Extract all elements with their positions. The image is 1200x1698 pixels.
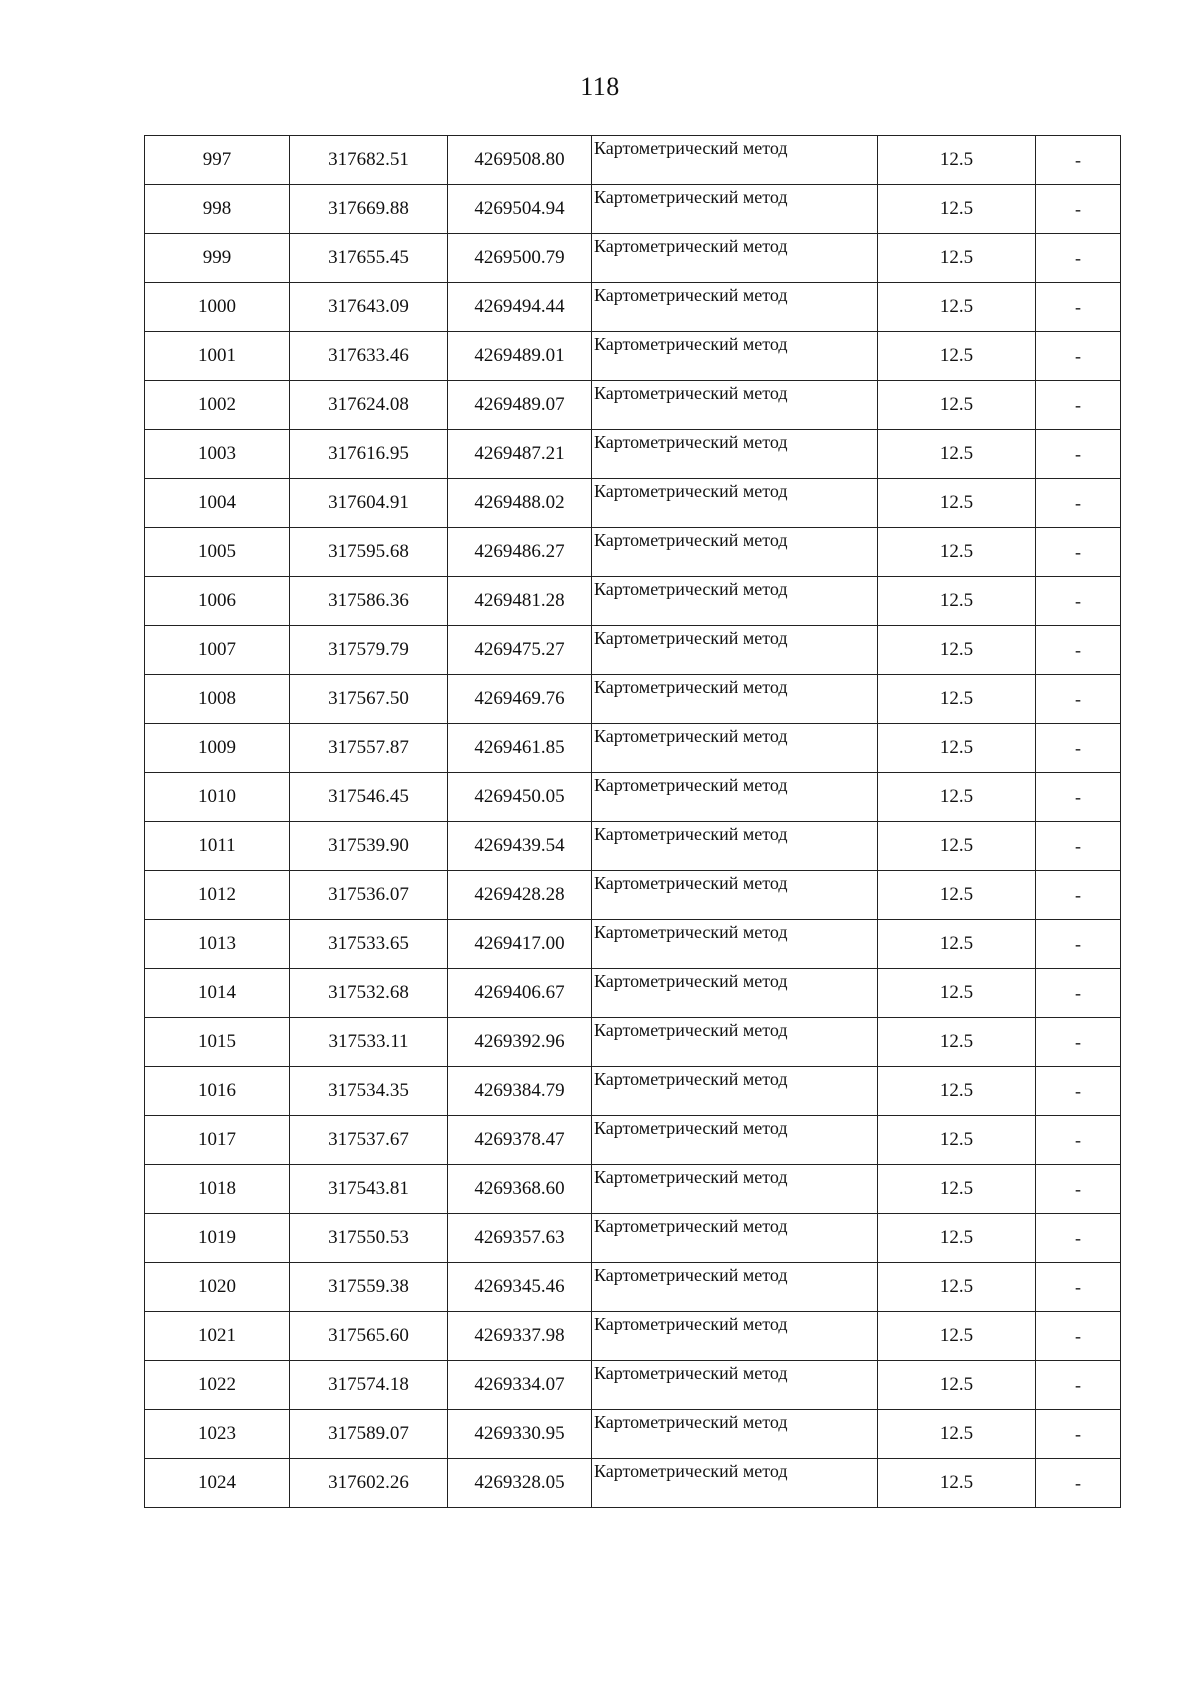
method-cell: Картометрический метод <box>592 724 878 773</box>
table-row <box>145 185 1121 234</box>
table-row <box>145 1116 1121 1165</box>
table-row <box>145 1459 1121 1508</box>
note-cell: - <box>1036 528 1121 577</box>
method-cell: Картометрический метод <box>592 136 878 185</box>
point-number-cell: 1015 <box>145 1018 290 1067</box>
accuracy-cell: 12.5 <box>878 822 1036 871</box>
x-coordinate-cell: 317616.95 <box>290 430 448 479</box>
accuracy-cell: 12.5 <box>878 381 1036 430</box>
accuracy-cell: 12.5 <box>878 1067 1036 1116</box>
accuracy-cell: 12.5 <box>878 430 1036 479</box>
x-coordinate-cell: 317532.68 <box>290 969 448 1018</box>
y-coordinate-cell: 4269508.80 <box>448 136 592 185</box>
accuracy-cell: 12.5 <box>878 332 1036 381</box>
method-cell: Картометрический метод <box>592 920 878 969</box>
x-coordinate-cell: 317534.35 <box>290 1067 448 1116</box>
table-row <box>145 234 1121 283</box>
point-number-cell: 1020 <box>145 1263 290 1312</box>
table-row <box>145 1214 1121 1263</box>
point-number-cell: 1009 <box>145 724 290 773</box>
point-number-cell: 1021 <box>145 1312 290 1361</box>
note-cell: - <box>1036 822 1121 871</box>
point-number-cell: 998 <box>145 185 290 234</box>
method-cell: Картометрический метод <box>592 1361 878 1410</box>
note-cell: - <box>1036 1214 1121 1263</box>
x-coordinate-cell: 317550.53 <box>290 1214 448 1263</box>
note-cell: - <box>1036 1018 1121 1067</box>
method-cell: Картометрический метод <box>592 822 878 871</box>
x-coordinate-cell: 317669.88 <box>290 185 448 234</box>
point-number-cell: 1002 <box>145 381 290 430</box>
x-coordinate-cell: 317537.67 <box>290 1116 448 1165</box>
note-cell: - <box>1036 1165 1121 1214</box>
table-row <box>145 283 1121 332</box>
method-cell: Картометрический метод <box>592 1263 878 1312</box>
point-number-cell: 1013 <box>145 920 290 969</box>
point-number-cell: 1011 <box>145 822 290 871</box>
accuracy-cell: 12.5 <box>878 479 1036 528</box>
note-cell: - <box>1036 1459 1121 1508</box>
point-number-cell: 1019 <box>145 1214 290 1263</box>
x-coordinate-cell: 317589.07 <box>290 1410 448 1459</box>
note-cell: - <box>1036 675 1121 724</box>
point-number-cell: 1014 <box>145 969 290 1018</box>
method-cell: Картометрический метод <box>592 1410 878 1459</box>
point-number-cell: 1022 <box>145 1361 290 1410</box>
point-number-cell: 1024 <box>145 1459 290 1508</box>
accuracy-cell: 12.5 <box>878 1116 1036 1165</box>
method-cell: Картометрический метод <box>592 626 878 675</box>
method-cell: Картометрический метод <box>592 1312 878 1361</box>
note-cell: - <box>1036 626 1121 675</box>
table-row <box>145 577 1121 626</box>
table-row <box>145 822 1121 871</box>
table-row <box>145 920 1121 969</box>
note-cell: - <box>1036 479 1121 528</box>
accuracy-cell: 12.5 <box>878 675 1036 724</box>
accuracy-cell: 12.5 <box>878 1018 1036 1067</box>
table-row <box>145 675 1121 724</box>
table-row <box>145 969 1121 1018</box>
point-number-cell: 1008 <box>145 675 290 724</box>
y-coordinate-cell: 4269450.05 <box>448 773 592 822</box>
y-coordinate-cell: 4269357.63 <box>448 1214 592 1263</box>
x-coordinate-cell: 317633.46 <box>290 332 448 381</box>
y-coordinate-cell: 4269368.60 <box>448 1165 592 1214</box>
y-coordinate-cell: 4269378.47 <box>448 1116 592 1165</box>
y-coordinate-cell: 4269384.79 <box>448 1067 592 1116</box>
y-coordinate-cell: 4269428.28 <box>448 871 592 920</box>
accuracy-cell: 12.5 <box>878 185 1036 234</box>
x-coordinate-cell: 317536.07 <box>290 871 448 920</box>
y-coordinate-cell: 4269337.98 <box>448 1312 592 1361</box>
y-coordinate-cell: 4269392.96 <box>448 1018 592 1067</box>
note-cell: - <box>1036 871 1121 920</box>
accuracy-cell: 12.5 <box>878 1361 1036 1410</box>
accuracy-cell: 12.5 <box>878 136 1036 185</box>
table-row <box>145 773 1121 822</box>
y-coordinate-cell: 4269494.44 <box>448 283 592 332</box>
y-coordinate-cell: 4269334.07 <box>448 1361 592 1410</box>
x-coordinate-cell: 317655.45 <box>290 234 448 283</box>
table-row <box>145 626 1121 675</box>
x-coordinate-cell: 317604.91 <box>290 479 448 528</box>
method-cell: Картометрический метод <box>592 479 878 528</box>
method-cell: Картометрический метод <box>592 332 878 381</box>
table-row <box>145 1165 1121 1214</box>
note-cell: - <box>1036 1263 1121 1312</box>
y-coordinate-cell: 4269481.28 <box>448 577 592 626</box>
method-cell: Картометрический метод <box>592 871 878 920</box>
note-cell: - <box>1036 1361 1121 1410</box>
x-coordinate-cell: 317557.87 <box>290 724 448 773</box>
table-row <box>145 1067 1121 1116</box>
note-cell: - <box>1036 136 1121 185</box>
x-coordinate-cell: 317565.60 <box>290 1312 448 1361</box>
note-cell: - <box>1036 1067 1121 1116</box>
table-row <box>145 381 1121 430</box>
accuracy-cell: 12.5 <box>878 1165 1036 1214</box>
table-row <box>145 1263 1121 1312</box>
point-number-cell: 1005 <box>145 528 290 577</box>
note-cell: - <box>1036 969 1121 1018</box>
method-cell: Картометрический метод <box>592 1067 878 1116</box>
accuracy-cell: 12.5 <box>878 626 1036 675</box>
note-cell: - <box>1036 283 1121 332</box>
y-coordinate-cell: 4269475.27 <box>448 626 592 675</box>
point-number-cell: 1000 <box>145 283 290 332</box>
y-coordinate-cell: 4269489.07 <box>448 381 592 430</box>
point-number-cell: 1001 <box>145 332 290 381</box>
method-cell: Картометрический метод <box>592 1018 878 1067</box>
accuracy-cell: 12.5 <box>878 577 1036 626</box>
note-cell: - <box>1036 920 1121 969</box>
point-number-cell: 999 <box>145 234 290 283</box>
note-cell: - <box>1036 430 1121 479</box>
accuracy-cell: 12.5 <box>878 724 1036 773</box>
y-coordinate-cell: 4269469.76 <box>448 675 592 724</box>
method-cell: Картометрический метод <box>592 969 878 1018</box>
note-cell: - <box>1036 773 1121 822</box>
coordinates-table-body <box>145 136 1121 1508</box>
accuracy-cell: 12.5 <box>878 1214 1036 1263</box>
y-coordinate-cell: 4269486.27 <box>448 528 592 577</box>
page-number: 118 <box>580 72 620 101</box>
point-number-cell: 1010 <box>145 773 290 822</box>
note-cell: - <box>1036 332 1121 381</box>
note-cell: - <box>1036 234 1121 283</box>
x-coordinate-cell: 317595.68 <box>290 528 448 577</box>
point-number-cell: 1007 <box>145 626 290 675</box>
y-coordinate-cell: 4269345.46 <box>448 1263 592 1312</box>
x-coordinate-cell: 317682.51 <box>290 136 448 185</box>
coordinates-table <box>144 135 1121 1508</box>
table-row <box>145 1410 1121 1459</box>
note-cell: - <box>1036 577 1121 626</box>
accuracy-cell: 12.5 <box>878 969 1036 1018</box>
x-coordinate-cell: 317579.79 <box>290 626 448 675</box>
table-row <box>145 528 1121 577</box>
x-coordinate-cell: 317602.26 <box>290 1459 448 1508</box>
point-number-cell: 997 <box>145 136 290 185</box>
method-cell: Картометрический метод <box>592 528 878 577</box>
note-cell: - <box>1036 724 1121 773</box>
point-number-cell: 1012 <box>145 871 290 920</box>
x-coordinate-cell: 317574.18 <box>290 1361 448 1410</box>
note-cell: - <box>1036 1116 1121 1165</box>
y-coordinate-cell: 4269328.05 <box>448 1459 592 1508</box>
accuracy-cell: 12.5 <box>878 871 1036 920</box>
accuracy-cell: 12.5 <box>878 1410 1036 1459</box>
method-cell: Картометрический метод <box>592 1459 878 1508</box>
x-coordinate-cell: 317539.90 <box>290 822 448 871</box>
x-coordinate-cell: 317624.08 <box>290 381 448 430</box>
x-coordinate-cell: 317546.45 <box>290 773 448 822</box>
y-coordinate-cell: 4269500.79 <box>448 234 592 283</box>
method-cell: Картометрический метод <box>592 1165 878 1214</box>
y-coordinate-cell: 4269488.02 <box>448 479 592 528</box>
x-coordinate-cell: 317533.65 <box>290 920 448 969</box>
y-coordinate-cell: 4269439.54 <box>448 822 592 871</box>
accuracy-cell: 12.5 <box>878 773 1036 822</box>
method-cell: Картометрический метод <box>592 430 878 479</box>
y-coordinate-cell: 4269330.95 <box>448 1410 592 1459</box>
point-number-cell: 1006 <box>145 577 290 626</box>
table-row <box>145 136 1121 185</box>
accuracy-cell: 12.5 <box>878 920 1036 969</box>
method-cell: Картометрический метод <box>592 675 878 724</box>
y-coordinate-cell: 4269487.21 <box>448 430 592 479</box>
method-cell: Картометрический метод <box>592 1116 878 1165</box>
accuracy-cell: 12.5 <box>878 234 1036 283</box>
x-coordinate-cell: 317533.11 <box>290 1018 448 1067</box>
table-row <box>145 1312 1121 1361</box>
y-coordinate-cell: 4269461.85 <box>448 724 592 773</box>
table-row <box>145 1018 1121 1067</box>
x-coordinate-cell: 317567.50 <box>290 675 448 724</box>
y-coordinate-cell: 4269504.94 <box>448 185 592 234</box>
point-number-cell: 1004 <box>145 479 290 528</box>
point-number-cell: 1003 <box>145 430 290 479</box>
y-coordinate-cell: 4269489.01 <box>448 332 592 381</box>
note-cell: - <box>1036 1410 1121 1459</box>
x-coordinate-cell: 317586.36 <box>290 577 448 626</box>
accuracy-cell: 12.5 <box>878 1263 1036 1312</box>
method-cell: Картометрический метод <box>592 577 878 626</box>
method-cell: Картометрический метод <box>592 1214 878 1263</box>
table-row <box>145 332 1121 381</box>
method-cell: Картометрический метод <box>592 283 878 332</box>
y-coordinate-cell: 4269417.00 <box>448 920 592 969</box>
note-cell: - <box>1036 185 1121 234</box>
note-cell: - <box>1036 1312 1121 1361</box>
table-row <box>145 1361 1121 1410</box>
note-cell: - <box>1036 381 1121 430</box>
point-number-cell: 1018 <box>145 1165 290 1214</box>
table-row <box>145 479 1121 528</box>
method-cell: Картометрический метод <box>592 381 878 430</box>
x-coordinate-cell: 317543.81 <box>290 1165 448 1214</box>
table-row <box>145 430 1121 479</box>
y-coordinate-cell: 4269406.67 <box>448 969 592 1018</box>
accuracy-cell: 12.5 <box>878 1459 1036 1508</box>
accuracy-cell: 12.5 <box>878 528 1036 577</box>
method-cell: Картометрический метод <box>592 185 878 234</box>
point-number-cell: 1016 <box>145 1067 290 1116</box>
accuracy-cell: 12.5 <box>878 283 1036 332</box>
table-row <box>145 871 1121 920</box>
accuracy-cell: 12.5 <box>878 1312 1036 1361</box>
point-number-cell: 1017 <box>145 1116 290 1165</box>
method-cell: Картометрический метод <box>592 773 878 822</box>
x-coordinate-cell: 317643.09 <box>290 283 448 332</box>
table-row <box>145 724 1121 773</box>
x-coordinate-cell: 317559.38 <box>290 1263 448 1312</box>
point-number-cell: 1023 <box>145 1410 290 1459</box>
method-cell: Картометрический метод <box>592 234 878 283</box>
